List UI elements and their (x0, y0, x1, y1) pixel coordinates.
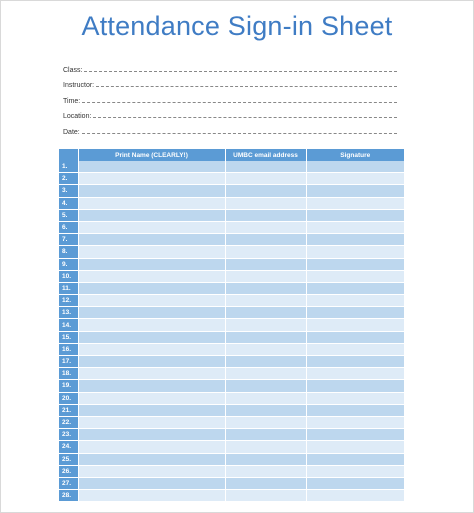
print-name-cell[interactable] (78, 429, 225, 441)
signature-cell[interactable] (306, 258, 404, 270)
email-cell[interactable] (225, 270, 306, 282)
location-label: Location: (63, 113, 92, 120)
email-cell[interactable] (225, 209, 306, 221)
email-cell[interactable] (225, 465, 306, 477)
print-name-cell[interactable] (78, 319, 225, 331)
print-name-cell[interactable] (78, 453, 225, 465)
signature-cell[interactable] (306, 429, 404, 441)
row-number: 1. (59, 161, 78, 173)
table-row (59, 221, 404, 233)
print-name-cell[interactable] (78, 307, 225, 319)
row-number: 2. (59, 173, 78, 185)
date-label: Date: (63, 128, 80, 136)
row-number: 5. (59, 209, 78, 221)
email-cell[interactable] (225, 331, 306, 343)
print-name-cell[interactable] (78, 221, 225, 233)
email-cell[interactable] (225, 453, 306, 465)
print-name-cell[interactable] (78, 490, 225, 502)
row-number: 17. (59, 356, 78, 368)
table-row (59, 270, 404, 282)
table-row (59, 368, 404, 380)
print-name-cell[interactable] (78, 343, 225, 355)
table-row (59, 173, 404, 185)
print-name-cell[interactable] (78, 246, 225, 258)
email-cell[interactable] (225, 356, 306, 368)
time-label: Time: (63, 97, 81, 105)
signature-cell[interactable] (306, 221, 404, 233)
email-cell[interactable] (225, 185, 306, 197)
table-body (59, 161, 404, 502)
row-number: 11. (59, 282, 78, 294)
class-line (84, 71, 397, 72)
signature-cell[interactable] (306, 404, 404, 416)
row-number: 6. (59, 221, 78, 233)
print-name-cell[interactable] (78, 295, 225, 307)
table-row (59, 197, 404, 209)
print-name-cell[interactable] (78, 234, 225, 246)
signature-column-header: Signature (306, 149, 404, 161)
email-cell[interactable] (225, 295, 306, 307)
print-name-cell[interactable] (78, 197, 225, 209)
signature-cell[interactable] (306, 331, 404, 343)
table-row (59, 429, 404, 441)
instructor-line (96, 86, 397, 87)
print-name-cell[interactable] (78, 209, 225, 221)
table-row (59, 465, 404, 477)
date-field[interactable] (63, 120, 397, 136)
row-number: 15. (59, 331, 78, 343)
signature-cell[interactable] (306, 356, 404, 368)
table-row (59, 282, 404, 294)
print-name-cell[interactable] (78, 380, 225, 392)
print-name-cell[interactable] (78, 331, 225, 343)
table-row (59, 441, 404, 453)
row-number: 25. (59, 453, 78, 465)
table-header-row (59, 149, 404, 161)
row-number: 22. (59, 416, 78, 428)
row-number: 20. (59, 392, 78, 404)
row-number: 28. (59, 490, 78, 502)
email-cell[interactable] (225, 258, 306, 270)
email-cell[interactable] (225, 319, 306, 331)
email-cell[interactable] (225, 392, 306, 404)
signature-cell[interactable] (306, 453, 404, 465)
email-column-header: UMBC email address (225, 149, 306, 161)
table-row (59, 416, 404, 428)
print-name-cell[interactable] (78, 416, 225, 428)
signature-cell[interactable] (306, 343, 404, 355)
email-cell[interactable] (225, 477, 306, 489)
print-name-cell[interactable] (78, 441, 225, 453)
time-field[interactable] (63, 89, 397, 105)
date-line (82, 133, 397, 134)
print-name-cell[interactable] (78, 356, 225, 368)
signature-cell[interactable] (306, 392, 404, 404)
signature-cell[interactable] (306, 185, 404, 197)
signature-cell[interactable] (306, 490, 404, 502)
table-row (59, 258, 404, 270)
email-cell[interactable] (225, 490, 306, 502)
email-cell[interactable] (225, 173, 306, 185)
row-number: 27. (59, 477, 78, 489)
table-row (59, 295, 404, 307)
class-label: Class: (63, 66, 83, 74)
row-number: 3. (59, 185, 78, 197)
row-number: 16. (59, 343, 78, 355)
table-row (59, 404, 404, 416)
time-line (82, 102, 397, 103)
signature-cell[interactable] (306, 161, 404, 173)
table-row (59, 246, 404, 258)
table-row (59, 185, 404, 197)
print-name-cell[interactable] (78, 270, 225, 282)
signature-cell[interactable] (306, 465, 404, 477)
instructor-field[interactable] (63, 74, 397, 90)
email-cell[interactable] (225, 234, 306, 246)
print-name-cell[interactable] (78, 185, 225, 197)
signature-cell[interactable] (306, 234, 404, 246)
email-cell[interactable] (225, 282, 306, 294)
email-cell[interactable] (225, 429, 306, 441)
row-number: 9. (59, 258, 78, 270)
print-name-cell[interactable] (78, 282, 225, 294)
print-name-cell[interactable] (78, 173, 225, 185)
row-number: 18. (59, 368, 78, 380)
instructor-label: Instructor: (63, 82, 95, 89)
table-row (59, 380, 404, 392)
row-number: 10. (59, 270, 78, 282)
print-name-cell[interactable] (78, 161, 225, 173)
row-number: 13. (59, 307, 78, 319)
row-number: 4. (59, 197, 78, 209)
table-row (59, 234, 404, 246)
table-row (59, 392, 404, 404)
email-cell[interactable] (225, 221, 306, 233)
print-name-cell[interactable] (78, 368, 225, 380)
number-column-header (59, 149, 78, 161)
signature-cell[interactable] (306, 319, 404, 331)
signature-cell[interactable] (306, 209, 404, 221)
signature-cell[interactable] (306, 197, 404, 209)
print-name-cell[interactable] (78, 404, 225, 416)
row-number: 12. (59, 295, 78, 307)
table-row (59, 161, 404, 173)
table-row (59, 477, 404, 489)
row-number: 14. (59, 319, 78, 331)
table-row (59, 307, 404, 319)
row-number: 24. (59, 441, 78, 453)
print-name-cell[interactable] (78, 258, 225, 270)
location-field[interactable] (63, 105, 397, 121)
email-cell[interactable] (225, 441, 306, 453)
signature-cell[interactable] (306, 295, 404, 307)
email-cell[interactable] (225, 197, 306, 209)
email-cell[interactable] (225, 380, 306, 392)
table-row (59, 331, 404, 343)
table-row (59, 453, 404, 465)
row-number: 26. (59, 465, 78, 477)
row-number: 7. (59, 234, 78, 246)
table-row (59, 343, 404, 355)
row-number: 23. (59, 429, 78, 441)
signature-cell[interactable] (306, 173, 404, 185)
email-cell[interactable] (225, 246, 306, 258)
signature-cell[interactable] (306, 368, 404, 380)
print-name-cell[interactable] (78, 477, 225, 489)
email-cell[interactable] (225, 416, 306, 428)
table-row (59, 209, 404, 221)
row-number: 19. (59, 380, 78, 392)
email-cell[interactable] (225, 368, 306, 380)
attendance-table (59, 149, 404, 502)
email-cell[interactable] (225, 161, 306, 173)
table-row (59, 319, 404, 331)
table-row (59, 490, 404, 502)
table-row (59, 356, 404, 368)
signature-cell[interactable] (306, 270, 404, 282)
print-name-cell[interactable] (78, 465, 225, 477)
row-number: 8. (59, 246, 78, 258)
email-cell[interactable] (225, 343, 306, 355)
form-fields (63, 58, 397, 136)
signature-cell[interactable] (306, 441, 404, 453)
signature-cell[interactable] (306, 477, 404, 489)
location-line (93, 117, 397, 118)
page-title: Attendance Sign-in Sheet (81, 11, 393, 41)
signature-cell[interactable] (306, 307, 404, 319)
signature-cell[interactable] (306, 282, 404, 294)
signature-cell[interactable] (306, 246, 404, 258)
class-field[interactable] (63, 58, 397, 74)
row-number: 21. (59, 404, 78, 416)
email-cell[interactable] (225, 404, 306, 416)
signature-cell[interactable] (306, 416, 404, 428)
print-name-column-header: Print Name (CLEARLY!) (78, 149, 225, 161)
signature-cell[interactable] (306, 380, 404, 392)
print-name-cell[interactable] (78, 392, 225, 404)
email-cell[interactable] (225, 307, 306, 319)
